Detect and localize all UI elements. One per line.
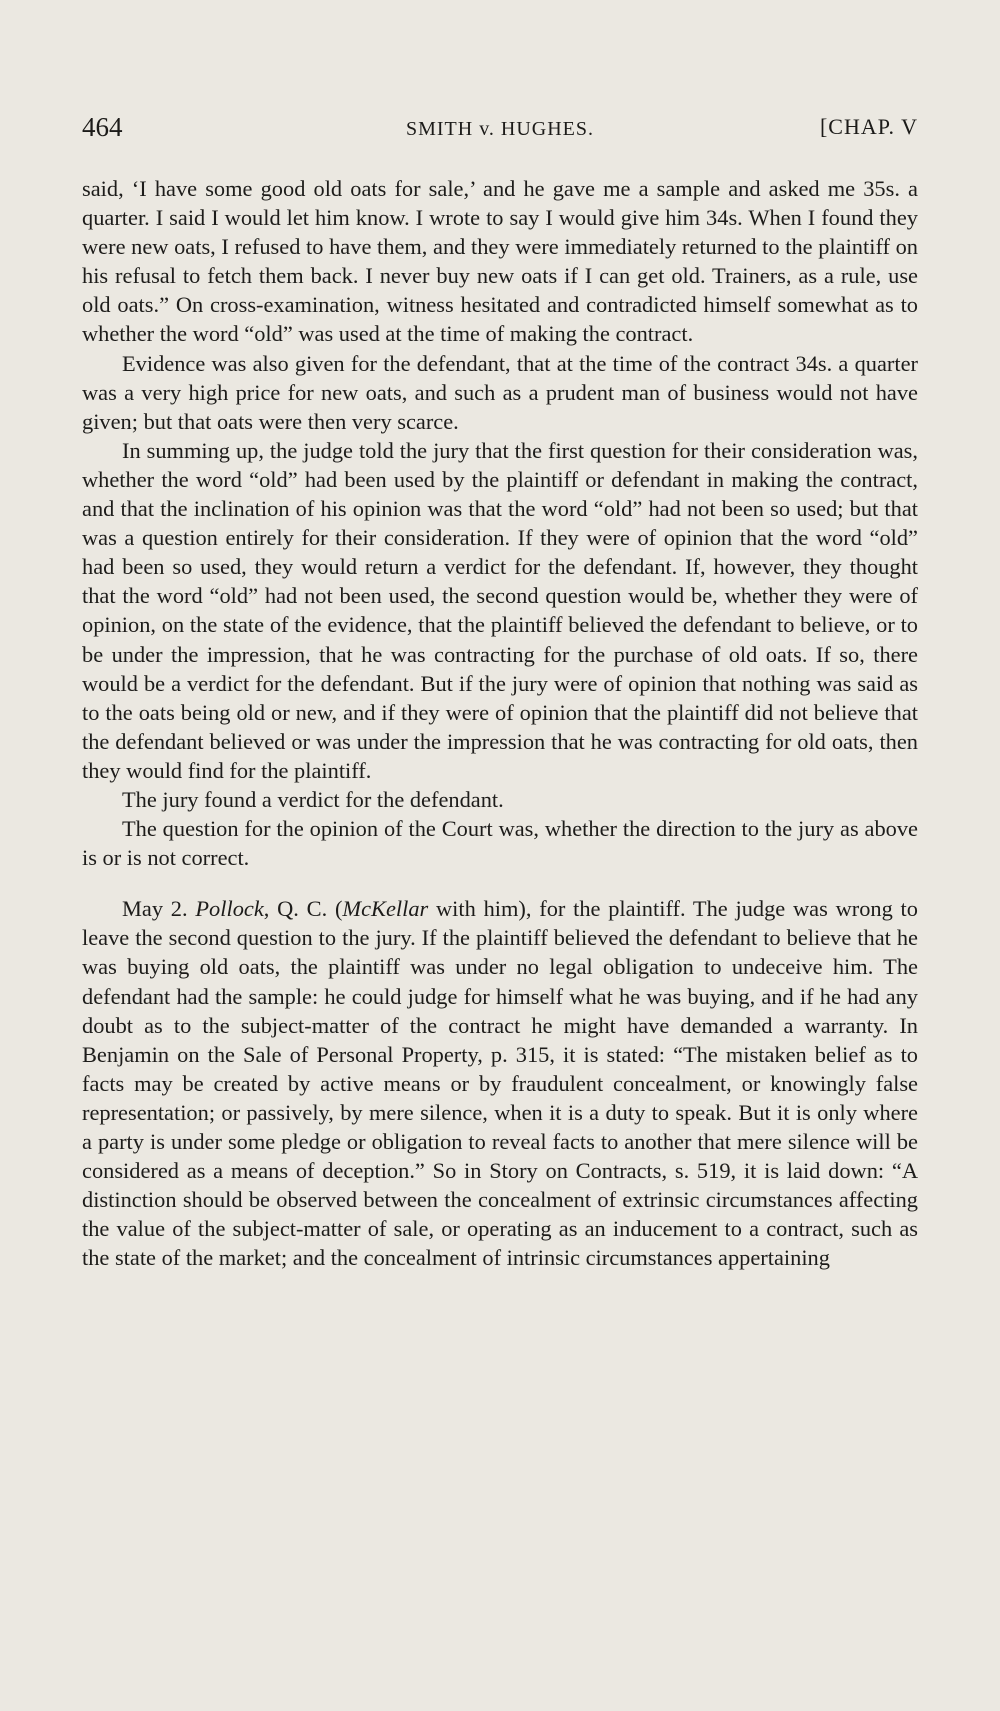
argument-date: May 2. [122,896,188,922]
paragraph-defendant-evidence: Evidence was also given for the defendant, that at the time of the contract 34s. a quarter was a very high price for new oats, and such as a prudent man of business would not have given; but that oats were then very scarce. [82,350,918,434]
counsel-title: , Q. C. ( [263,896,343,922]
paragraph-summing-up: In summing up, the judge told the jury that the first question for their consideration was, whether the word “old” had been used by the plaintiff or defendant in making the contract, and that the inclination of his opinion was that the word “old” had not been so used; but that was a question entirely for their consideration. If they were of opinion that the word “old” had been so used, they would return a verdict for the defendant. If, however, they thought that the word “old” had not been used, the second question would be, whether they were of opinion, on the state of the evidence, that the plaintiff believed the defendant to believe, or to be under the impression, that he was contracting for the purchase of old oats. If so, there would be a verdict for the defendant. But if the jury were of opinion that nothing was said as to the oats being old or new, and if they were of opinion that the plaintiff did not believe that the defendant believed or was under the impression that he was contracting for old oats, then they would find for the plaintiff. [82,437,918,783]
running-title: SMITH v. HUGHES. [405,118,595,140]
running-head [82,112,918,152]
body-text [82,174,918,1272]
argument-text: with him), for the plaintiff. The judge was wrong to leave the second question to the jury. If the plaintiff believed the defendant to believe that he was buying old oats, the plaintiff was under no legal obligation to undeceive him. The defendant had the sample: he could judge for himself what he was buying, and if he had any doubt as to the subject-matter of the contract he might have demanded a warranty. In Benjamin on the Sale of Personal Property, p. 315, it is stated: “The mistaken belief as to facts may be created by active means or by fraudulent concealment, or knowingly false representation; or passively, by mere silence, when it is a duty to speak. But it is only where a party is under some pledge or obligation to reveal facts to another that mere silence will be considered as a means of deception.” So in Story on Contracts, s. 519, it is laid down: “A distinction should be observed between the concealment of extrinsic circumstances affecting the value of the subject-matter of sale, or operating as an inducement to a contract, such as the state of the market; and the concealment of intrinsic circumstances appertaining [82,896,918,1271]
paragraph-argument [82,894,918,1272]
paragraph-testimony: said, ‘I have some good old oats for sale,’ and he gave me a sample and asked me 35s. a quarter. I said I would let him know. I wrote to say I would give him 34s. When I found they were new oats, I refused to have them, and they were immediately returned to the plaintiff on his refusal to fetch them back. I never buy new oats if I can get old. Trainers, as a rule, use old oats.” On cross-examination, witness hesitated and contradicted himself somewhat as to whether the word “old” was used at the time of making the contract. [82,176,918,347]
chapter-reference: [CHAP. V [819,114,918,139]
counsel-name: Pollock [195,896,264,922]
junior-counsel-name: McKellar [342,896,429,922]
page-number: 464 [82,112,123,142]
paragraph-question: The question for the opinion of the Court was, whether the direction to the jury as above is or is not correct. [82,816,918,871]
paragraph-verdict: The jury found a verdict for the defendant. [122,786,504,812]
